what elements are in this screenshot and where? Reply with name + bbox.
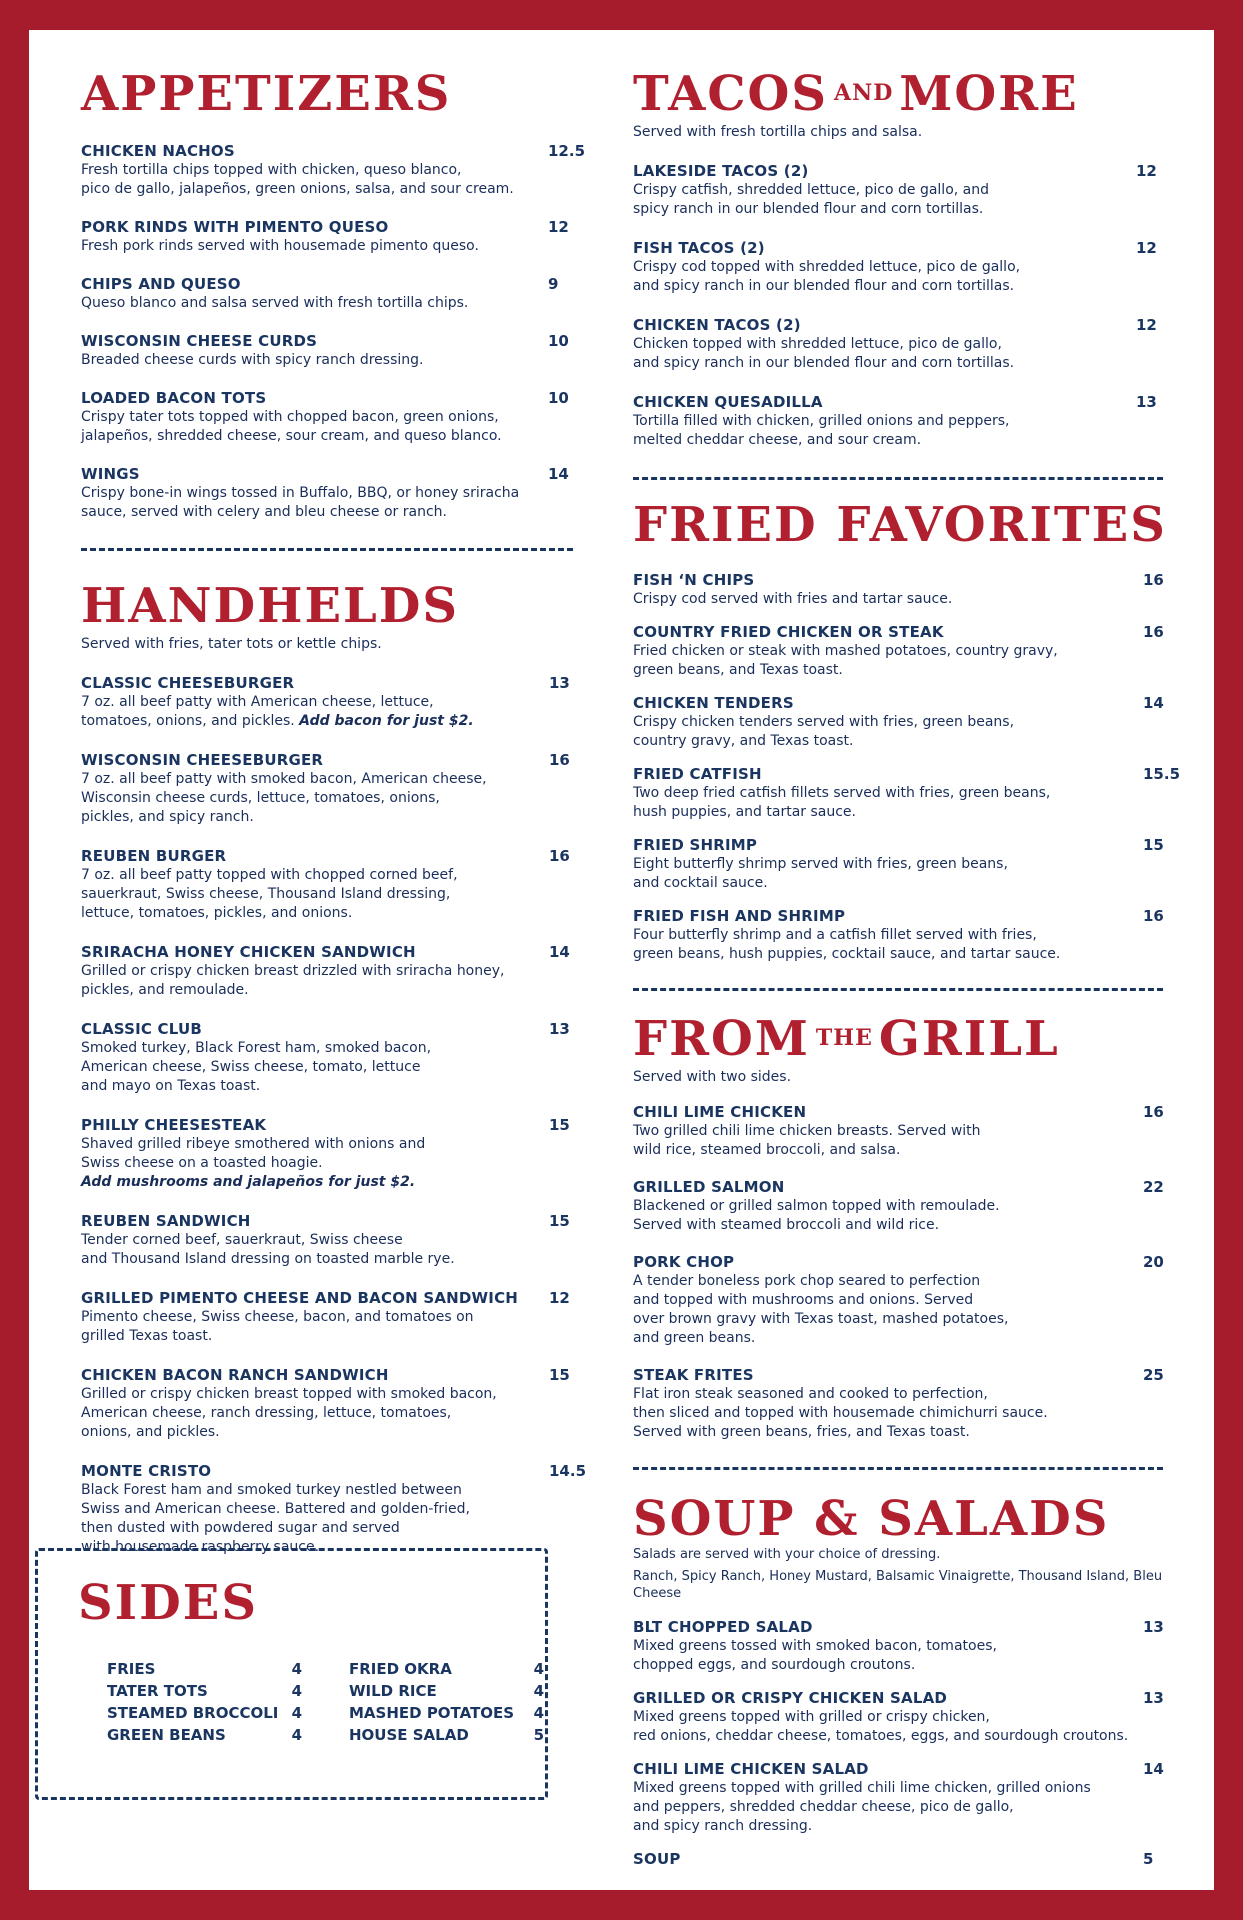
- description-line: Fresh pork rinds served with housemade pimento queso.: [81, 238, 479, 254]
- menu-item: [633, 836, 1193, 893]
- menu-item: [633, 571, 1193, 609]
- item-name: GRILLED PIMENTO CHEESE AND BACON SANDWICH: [81, 1288, 519, 1307]
- item-description: [81, 1231, 581, 1269]
- description-line: Grilled or crispy chicken breast topped with smoked bacon,: [81, 1385, 497, 1402]
- item-name: LOADED BACON TOTS: [81, 389, 267, 407]
- side-name: MASHED POTATOES: [349, 1704, 515, 1722]
- side-item: [349, 1680, 544, 1702]
- menu-item: [81, 1366, 581, 1442]
- item-price: 14: [549, 942, 570, 961]
- description-line: and peppers, shredded cheddar cheese, pico de gallo,: [633, 1798, 1014, 1815]
- description-line: Flat iron steak seasoned and cooked to perfection,: [633, 1385, 988, 1402]
- side-item: [349, 1724, 544, 1746]
- divider: [633, 1467, 1163, 1470]
- item-price: 22: [1143, 1177, 1164, 1196]
- side-price: 4: [291, 1726, 302, 1744]
- appetizers-title: APPETIZERS: [81, 66, 452, 122]
- soup-section: [633, 1491, 1193, 1869]
- description-line: spicy ranch in our blended flour and corn tortillas.: [633, 200, 984, 217]
- item-addon-note: Add mushrooms and jalapeños for just $2.: [81, 1173, 416, 1190]
- item-name: CHICKEN QUESADILLA: [633, 392, 823, 411]
- item-price: 15: [549, 1211, 570, 1230]
- item-addon-note: Add bacon for just $2.: [299, 712, 474, 729]
- divider: [81, 548, 573, 551]
- item-description: [633, 412, 1193, 450]
- description-line: Mixed greens topped with grilled chili lime chicken, grilled onions: [633, 1779, 1091, 1796]
- menu-item: [81, 674, 581, 731]
- menu-item: [81, 847, 581, 923]
- item-price: 15: [549, 1365, 570, 1384]
- fried-title: FRIED FAVORITES: [633, 497, 1167, 553]
- menu-item: [633, 907, 1193, 964]
- handhelds-list: [81, 673, 587, 1557]
- side-price: 4: [291, 1682, 302, 1700]
- item-description: [633, 335, 1193, 373]
- item-price: 16: [1143, 1102, 1164, 1121]
- menu-item: [81, 142, 586, 199]
- menu-item: [81, 389, 581, 446]
- dressings-list: Ranch, Spicy Ranch, Honey Mustard, Balsamic Vinaigrette, Thousand Island, Bleu Cheese: [633, 1569, 1163, 1601]
- menu-item: [81, 751, 581, 827]
- item-description: [81, 161, 581, 199]
- description-line: Smoked turkey, Black Forest ham, smoked bacon,: [81, 1039, 432, 1056]
- description-line: and spicy ranch dressing.: [633, 1817, 813, 1834]
- menu-item: [633, 162, 1193, 219]
- menu-item: [81, 1212, 581, 1269]
- item-description: [81, 770, 581, 827]
- description-line: tomatoes, onions, and pickles. Add bacon for just $2.: [81, 712, 474, 729]
- item-name: CHILI LIME CHICKEN: [633, 1102, 807, 1121]
- side-price: 4: [291, 1660, 302, 1678]
- menu-item: [81, 1461, 587, 1557]
- item-name: SRIRACHA HONEY CHICKEN SANDWICH: [81, 942, 416, 961]
- menu-item: [633, 1178, 1193, 1235]
- description-line: and spicy ranch in our blended flour and corn tortillas.: [633, 277, 1015, 294]
- description-line: Breaded cheese curds with spicy ranch dressing.: [81, 352, 424, 368]
- description-line: Shaved grilled ribeye smothered with onions and: [81, 1135, 426, 1152]
- item-name: FISH ‘N CHIPS: [633, 571, 755, 589]
- side-item: [349, 1658, 544, 1680]
- item-name: GRILLED SALMON: [633, 1177, 785, 1196]
- description-line: Four butterfly shrimp and a catfish fillet served with fries,: [633, 927, 1037, 943]
- description-line: and spicy ranch in our blended flour and corn tortillas.: [633, 354, 1015, 371]
- item-description: [81, 351, 581, 370]
- description-line: Queso blanco and salsa served with fresh tortilla chips.: [81, 295, 469, 311]
- item-name: CHIPS AND QUESO: [81, 275, 241, 293]
- description-line: American cheese, ranch dressing, lettuce, tomatoes,: [81, 1404, 452, 1421]
- grill-note: Served with two sides.: [633, 1069, 792, 1085]
- side-name: HOUSE SALAD: [349, 1726, 469, 1744]
- item-price: 5: [1143, 1849, 1154, 1868]
- item-description: [633, 590, 1193, 609]
- side-price: 4: [291, 1704, 302, 1722]
- menu-item: [81, 1289, 581, 1346]
- item-price: 12: [1136, 161, 1157, 180]
- description-line: jalapeños, shredded cheese, sour cream, and queso blanco.: [81, 428, 502, 444]
- item-description: [81, 484, 581, 522]
- item-price: 16: [1143, 623, 1164, 641]
- description-line: then sliced and topped with housemade chimichurri sauce.: [633, 1404, 1048, 1421]
- description-line: hush puppies, and tartar sauce.: [633, 804, 856, 820]
- sides-list-right: [349, 1658, 544, 1746]
- item-name: SOUP: [633, 1849, 681, 1868]
- item-name: WINGS: [81, 465, 140, 483]
- description-line: A tender boneless pork chop seared to perfection: [633, 1272, 981, 1289]
- side-name: STEAMED BROCCOLI: [107, 1704, 279, 1722]
- description-line: red onions, cheddar cheese, tomatoes, eggs, and sourdough croutons.: [633, 1727, 1129, 1744]
- description-line: sauce, served with celery and bleu cheese or ranch.: [81, 504, 447, 520]
- item-price: 12: [1136, 315, 1157, 334]
- handhelds-note: Served with fries, tater tots or kettle chips.: [81, 636, 382, 652]
- menu-item: [633, 239, 1193, 296]
- item-price: 16: [1143, 907, 1164, 925]
- grill-section: [633, 1011, 1193, 1442]
- item-name: FISH TACOS (2): [633, 238, 765, 257]
- description-line: Pimento cheese, Swiss cheese, bacon, and tomatoes on: [81, 1308, 474, 1325]
- item-description: [81, 1039, 581, 1096]
- side-item: [107, 1680, 302, 1702]
- item-price: 15.5: [1143, 765, 1181, 783]
- description-line: Black Forest ham and smoked turkey nestled between: [81, 1481, 462, 1498]
- description-line: green beans, hush puppies, cocktail sauce, and tartar sauce.: [633, 946, 1061, 962]
- menu-item: [81, 1116, 581, 1192]
- menu-item: [633, 694, 1193, 751]
- description-line: onions, and pickles.: [81, 1423, 220, 1440]
- description-line: over brown gravy with Texas toast, mashed potatoes,: [633, 1310, 1009, 1327]
- item-name: REUBEN BURGER: [81, 846, 227, 865]
- item-price: 10: [548, 389, 569, 407]
- item-name: PORK RINDS WITH PIMENTO QUESO: [81, 218, 389, 236]
- item-description: [81, 408, 581, 446]
- soup-title: SOUP & SALADS: [633, 1491, 1110, 1547]
- item-price: 14: [1143, 1759, 1164, 1778]
- item-description: [81, 237, 581, 256]
- description-line: Crispy bone-in wings tossed in Buffalo, BBQ, or honey sriracha: [81, 485, 520, 501]
- item-price: 12: [548, 218, 569, 236]
- side-item: [107, 1724, 302, 1746]
- item-price: 20: [1143, 1252, 1164, 1271]
- item-price: 14.5: [549, 1461, 587, 1480]
- item-description: [633, 1385, 1193, 1442]
- item-description: [633, 1779, 1193, 1836]
- grill-list: [633, 1103, 1193, 1442]
- item-name: CHICKEN BACON RANCH SANDWICH: [81, 1365, 389, 1384]
- item-name: CLASSIC CLUB: [81, 1019, 202, 1038]
- item-name: FRIED FISH AND SHRIMP: [633, 907, 846, 925]
- description-line: Crispy catfish, shredded lettuce, pico de gallo, and: [633, 181, 989, 198]
- description-line: [81, 1173, 581, 1192]
- description-line: chopped eggs, and sourdough croutons.: [633, 1656, 916, 1673]
- tacos-list: [633, 162, 1193, 450]
- description-line: lettuce, tomatoes, pickles, and onions.: [81, 904, 353, 921]
- description-line: Chicken topped with shredded lettuce, pico de gallo,: [633, 335, 1002, 352]
- side-name: FRIES: [107, 1660, 156, 1678]
- description-line: pickles, and spicy ranch.: [81, 808, 254, 825]
- item-description: [81, 1308, 581, 1346]
- item-description: [81, 693, 581, 731]
- item-description: [633, 642, 1193, 680]
- item-price: 13: [549, 673, 570, 692]
- item-description: [81, 1385, 581, 1442]
- item-name: CLASSIC CHEESEBURGER: [81, 673, 295, 692]
- item-price: 10: [548, 332, 569, 350]
- description-line: melted cheddar cheese, and sour cream.: [633, 431, 922, 448]
- item-price: 13: [1143, 1617, 1164, 1636]
- item-name: MONTE CRISTO: [81, 1461, 212, 1480]
- menu-item: [633, 1618, 1193, 1675]
- handhelds-title: HANDHELDS: [81, 578, 460, 634]
- side-item: [107, 1658, 302, 1680]
- menu-item: [633, 1760, 1193, 1836]
- sides-title: SIDES: [78, 1575, 258, 1631]
- description-line: Crispy tater tots topped with chopped bacon, green onions,: [81, 409, 499, 425]
- item-description: [633, 181, 1193, 219]
- description-line: Crispy cod served with fries and tartar sauce.: [633, 591, 953, 607]
- item-name: FRIED SHRIMP: [633, 836, 758, 854]
- description-line: Mixed greens tossed with smoked bacon, tomatoes,: [633, 1637, 997, 1654]
- item-name: BLT CHOPPED SALAD: [633, 1617, 813, 1636]
- menu-item: [81, 275, 581, 313]
- tacos-section: [633, 66, 1193, 450]
- appetizers-section: [81, 66, 586, 522]
- item-price: 15: [549, 1115, 570, 1134]
- handhelds-section: [81, 578, 587, 1557]
- description-line: American cheese, Swiss cheese, tomato, lettuce: [81, 1058, 421, 1075]
- item-description: [633, 926, 1193, 964]
- side-price: 4: [533, 1660, 544, 1678]
- item-price: 25: [1143, 1365, 1164, 1384]
- menu-item: [633, 1366, 1193, 1442]
- item-price: 12.5: [548, 142, 586, 160]
- description-line: sauerkraut, Swiss cheese, Thousand Island dressing,: [81, 885, 451, 902]
- description-line: Swiss cheese on a toasted hoagie.: [81, 1154, 323, 1171]
- menu-item: [81, 943, 581, 1000]
- side-price: 5: [533, 1726, 544, 1744]
- item-description: [633, 784, 1193, 822]
- menu-item: [81, 1020, 581, 1096]
- item-name: CHICKEN NACHOS: [81, 142, 235, 160]
- item-name: REUBEN SANDWICH: [81, 1211, 251, 1230]
- item-description: [633, 1197, 1193, 1235]
- item-price: 13: [549, 1019, 570, 1038]
- description-line: Served with green beans, fries, and Texas toast.: [633, 1423, 970, 1440]
- item-name: LAKESIDE TACOS (2): [633, 161, 809, 180]
- description-line: Served with steamed broccoli and wild rice.: [633, 1216, 940, 1233]
- menu-item: [633, 765, 1193, 822]
- divider: [633, 477, 1163, 480]
- description-line: and cocktail sauce.: [633, 875, 768, 891]
- side-item: [349, 1702, 544, 1724]
- menu-item: [81, 218, 581, 256]
- item-name: CHICKEN TACOS (2): [633, 315, 801, 334]
- description-line: Grilled or crispy chicken breast drizzled with sriracha honey,: [81, 962, 505, 979]
- tacos-note: Served with fresh tortilla chips and salsa.: [633, 124, 923, 140]
- menu-item: [633, 623, 1193, 680]
- description-line: 7 oz. all beef patty topped with chopped corned beef,: [81, 866, 458, 883]
- description-line: Fresh tortilla chips topped with chicken, queso blanco,: [81, 162, 462, 178]
- side-item: [107, 1702, 302, 1724]
- description-line: and mayo on Texas toast.: [81, 1077, 261, 1094]
- tacos-title: TACOS $^{AND}$ MORE: [633, 66, 1079, 122]
- item-price: 14: [1143, 694, 1164, 712]
- description-line: Blackened or grilled salmon topped with remoulade.: [633, 1197, 1000, 1214]
- item-price: 16: [549, 750, 570, 769]
- description-line: Crispy cod topped with shredded lettuce, pico de gallo,: [633, 258, 1021, 275]
- description-line: wild rice, steamed broccoli, and salsa.: [633, 1141, 901, 1158]
- item-description: [633, 1122, 1193, 1160]
- item-name: FRIED CATFISH: [633, 765, 762, 783]
- item-description: [633, 713, 1193, 751]
- item-description: [81, 866, 581, 923]
- menu-item: [633, 1850, 1193, 1869]
- menu-item: [633, 1689, 1193, 1746]
- menu-item: [633, 316, 1193, 373]
- item-name: CHICKEN TENDERS: [633, 694, 794, 712]
- description-line: Fried chicken or steak with mashed potatoes, country gravy,: [633, 643, 1058, 659]
- description-line: with housemade raspberry sauce.: [81, 1538, 320, 1555]
- side-name: WILD RICE: [349, 1682, 437, 1700]
- description-line: Two grilled chili lime chicken breasts. Served with: [633, 1122, 981, 1139]
- description-line: Swiss and American cheese. Battered and golden-fried,: [81, 1500, 470, 1517]
- description-line: pickles, and remoulade.: [81, 981, 249, 998]
- item-description: [633, 258, 1193, 296]
- description-line: and Thousand Island dressing on toasted marble rye.: [81, 1250, 455, 1267]
- item-price: 9: [548, 275, 559, 293]
- description-line: pico de gallo, jalapeños, green onions, salsa, and sour cream.: [81, 181, 514, 197]
- side-name: GREEN BEANS: [107, 1726, 226, 1744]
- side-price: 4: [533, 1682, 544, 1700]
- item-description: [633, 1708, 1193, 1746]
- description-line: country gravy, and Texas toast.: [633, 733, 854, 749]
- soup-list: [633, 1618, 1193, 1869]
- menu-item: [81, 332, 581, 370]
- item-name: WISCONSIN CHEESE CURDS: [81, 332, 318, 350]
- description-line: and green beans.: [633, 1329, 756, 1346]
- description-line: 7 oz. all beef patty with smoked bacon, American cheese,: [81, 770, 487, 787]
- description-line: green beans, and Texas toast.: [633, 662, 843, 678]
- item-price: 15: [1143, 836, 1164, 854]
- item-price: 16: [1143, 571, 1164, 589]
- item-name: GRILLED OR CRISPY CHICKEN SALAD: [633, 1688, 948, 1707]
- item-name: PHILLY CHEESESTEAK: [81, 1115, 267, 1134]
- item-price: 12: [549, 1288, 570, 1307]
- item-name: PORK CHOP: [633, 1252, 735, 1271]
- fried-section: [633, 497, 1193, 964]
- menu-item: [633, 1103, 1193, 1160]
- description-line: Tender corned beef, sauerkraut, Swiss cheese: [81, 1231, 403, 1248]
- side-price: 4: [533, 1704, 544, 1722]
- description-line: 7 oz. all beef patty with American cheese, lettuce,: [81, 693, 434, 710]
- grill-title: FROM $^{THE}$ GRILL: [633, 1011, 1060, 1067]
- item-name: COUNTRY FRIED CHICKEN OR STEAK: [633, 623, 944, 641]
- appetizers-list: [81, 142, 586, 522]
- item-description: [81, 962, 581, 1000]
- item-price: 13: [1136, 392, 1157, 411]
- soup-note: Salads are served with your choice of dressing.: [633, 1547, 941, 1562]
- description-line: Two deep fried catfish fillets served with fries, green beans,: [633, 785, 1051, 801]
- item-name: WISCONSIN CHEESEBURGER: [81, 750, 324, 769]
- item-price: 13: [1143, 1688, 1164, 1707]
- item-description: [81, 294, 581, 313]
- menu-item: [81, 465, 581, 522]
- sides-list-left: [107, 1658, 302, 1746]
- description-line: Wisconsin cheese curds, lettuce, tomatoes, onions,: [81, 789, 440, 806]
- item-price: 16: [549, 846, 570, 865]
- item-description: [633, 1637, 1193, 1675]
- description-line: Mixed greens topped with grilled or crispy chicken,: [633, 1708, 990, 1725]
- description-line: Eight butterfly shrimp served with fries, green beans,: [633, 856, 1008, 872]
- description-line: then dusted with powdered sugar and served: [81, 1519, 400, 1536]
- item-price: 12: [1136, 238, 1157, 257]
- item-name: CHILI LIME CHICKEN SALAD: [633, 1759, 869, 1778]
- description-line: grilled Texas toast.: [81, 1327, 213, 1344]
- side-name: FRIED OKRA: [349, 1660, 452, 1678]
- item-description: [81, 1135, 581, 1192]
- item-name: STEAK FRITES: [633, 1365, 754, 1384]
- side-name: TATER TOTS: [107, 1682, 208, 1700]
- item-description: [633, 855, 1193, 893]
- sides-box: [35, 1548, 548, 1800]
- divider: [633, 988, 1163, 991]
- fried-list: [633, 571, 1193, 964]
- item-description: [81, 1481, 581, 1557]
- description-line: Crispy chicken tenders served with fries, green beans,: [633, 714, 1015, 730]
- description-line: Tortilla filled with chicken, grilled onions and peppers,: [633, 412, 1010, 429]
- menu-item: [633, 1253, 1193, 1348]
- description-line: and topped with mushrooms and onions. Served: [633, 1291, 974, 1308]
- item-description: [633, 1272, 1193, 1348]
- item-price: 14: [548, 465, 569, 483]
- menu-item: [633, 393, 1193, 450]
